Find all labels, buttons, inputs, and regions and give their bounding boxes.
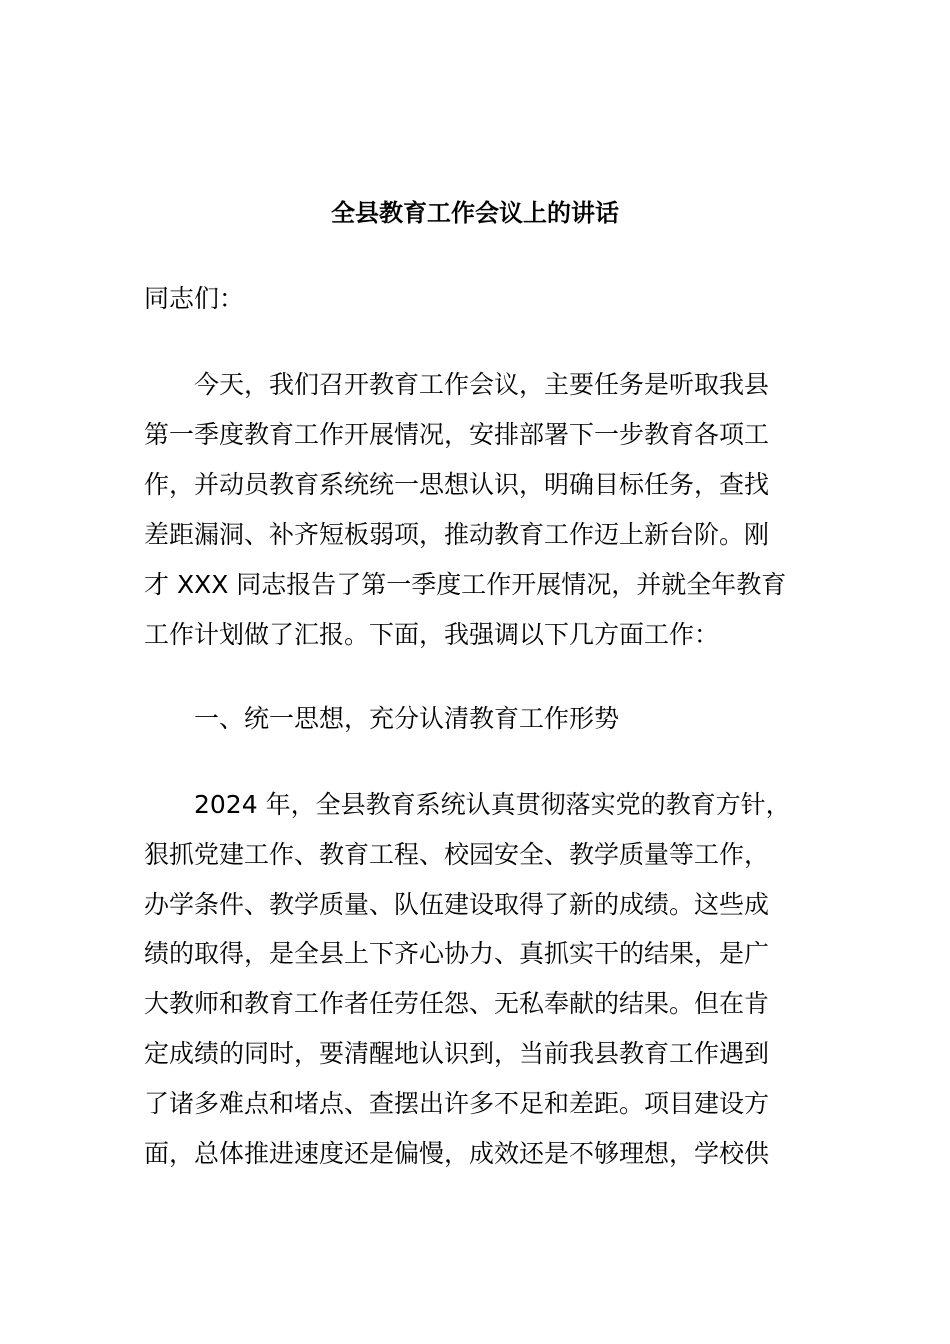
paragraph-line: 办学条件、教学质量、队伍建设取得了新的成绩。这些成 (144, 890, 770, 919)
paragraph-line: 2024 年，全县教育系统认真贯彻落实党的教育方针， (194, 790, 791, 819)
section-heading: 一、统一思想，充分认清教育工作形势 (194, 704, 620, 733)
salutation: 同志们： (144, 284, 245, 313)
paragraph-line: 大教师和教育工作者任劳任怨、无私奉献的结果。但在肯 (144, 989, 770, 1018)
paragraph-line: 第一季度教育工作开展情况，安排部署下一步教育各项工 (144, 420, 770, 449)
paragraph-line: 狠抓党建工作、教育工程、校园安全、教学质量等工作， (144, 840, 770, 869)
paragraph-line: 绩的取得，是全县上下齐心协力、真抓实干的结果，是广 (144, 939, 770, 968)
paragraph-line: 差距漏洞、补齐短板弱项，推动教育工作迈上新台阶。刚 (144, 520, 770, 549)
document-title: 全县教育工作会议上的讲话 (331, 199, 619, 227)
paragraph-line: 工作计划做了汇报。下面，我强调以下几方面工作： (144, 620, 720, 649)
paragraph-line: 面，总体推进速度还是偏慢，成效还是不够理想，学校供 (144, 1139, 770, 1168)
paragraph-line: 了诸多难点和堵点、查摆出许多不足和差距。项目建设方 (144, 1089, 770, 1118)
paragraph-line: 才 XXX 同志报告了第一季度工作开展情况，并就全年教育 (144, 570, 787, 599)
paragraph-line: 今天，我们召开教育工作会议，主要任务是听取我县 (194, 370, 770, 399)
paragraph-line: 定成绩的同时，要清醒地认识到，当前我县教育工作遇到 (144, 1039, 770, 1068)
paragraph-line: 作，并动员教育系统统一思想认识，明确目标任务，查找 (144, 470, 770, 499)
